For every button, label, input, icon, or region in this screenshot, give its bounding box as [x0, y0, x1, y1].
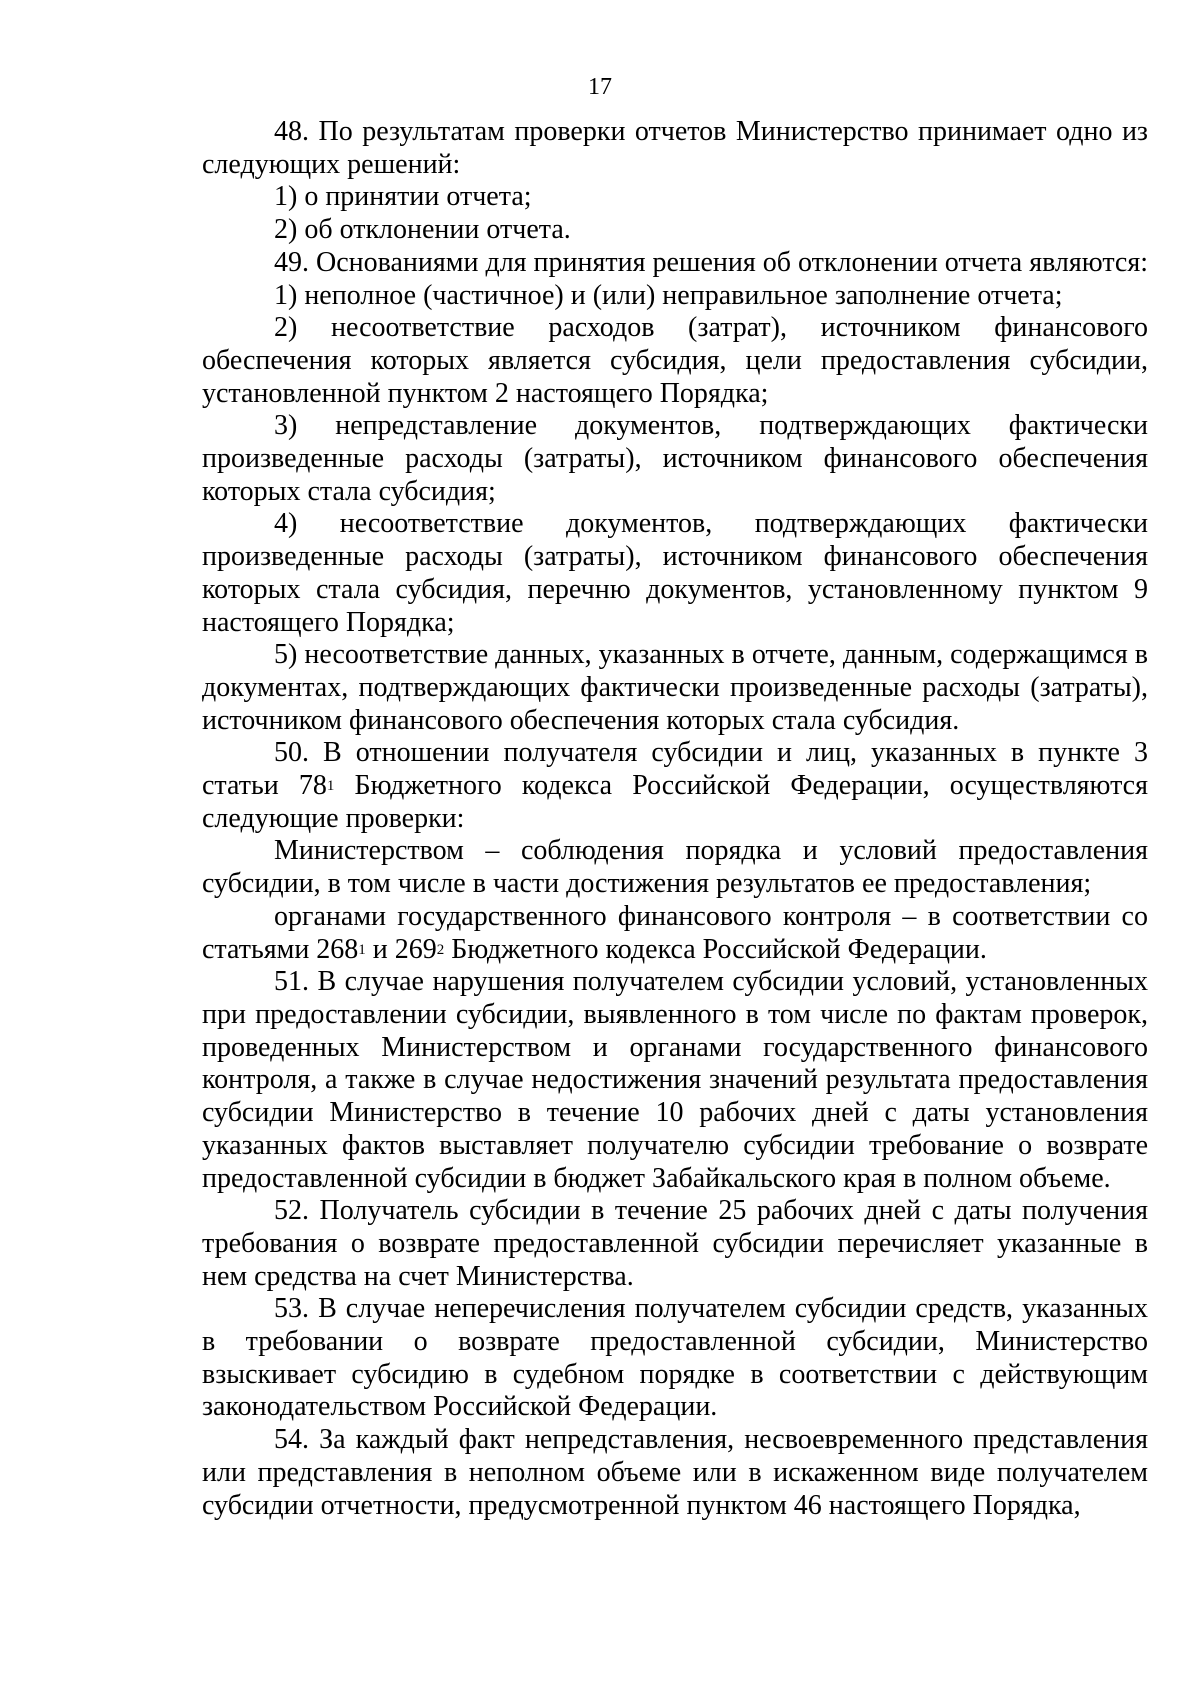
paragraph-49-item-5: 5) несоответствие данных, указанных в отчете, данным, содержащимся в документах, подтверждающих фактически произведенные расходы (затраты), источником финансового обеспечения которых стала субсидия.: [202, 639, 1148, 736]
paragraph-48-item-1: 1) о принятии отчета;: [274, 181, 532, 213]
paragraph-50-control-part-1: органами государственного финансового контроля – в соответствии со статьями 268: [202, 900, 1148, 965]
paragraph-50: [202, 737, 1148, 835]
paragraph-50-control: [202, 901, 1148, 966]
superscript: 1: [326, 778, 335, 795]
paragraph-49-item-2: 2) несоответствие расходов (затрат), источником финансового обеспечения которых является субсидия, цели предоставления субсидии, установленной пунктом 2 настоящего Порядка;: [202, 312, 1148, 409]
paragraph-53: 53. В случае неперечисления получателем субсидии средств, указанных в требовании о возврате предоставленной субсидии, Министерство взыскивает субсидию в судебном порядке в соответствии с действующим законодательством Российской Федерации.: [202, 1293, 1148, 1423]
paragraph-50-text-end: Бюджетного кодекса Российской Федерации, осуществляются следующие проверки:: [202, 770, 1148, 834]
paragraph-49-item-4: 4) несоответствие документов, подтверждающих фактически произведенные расходы (затраты), источником финансового обеспечения которых стала субсидия, перечню документов, установленному пунктом 9 настоящего Порядка;: [202, 508, 1148, 638]
paragraph-50-text-start: 50. В отношении получателя субсидии и лиц, указанных в пункте 3 статьи 78: [202, 737, 1148, 802]
superscript: 1: [358, 941, 366, 958]
paragraph-49-item-3: 3) непредставление документов, подтверждающих фактически произведенные расходы (затраты), источником финансового обеспечения которых стала субсидия;: [202, 410, 1148, 507]
paragraph-49-item-1: 1) неполное (частичное) и (или) неправильное заполнение отчета;: [274, 279, 1063, 311]
paragraph-49: 49. Основаниями для принятия решения об отклонении отчета являются:: [274, 246, 1148, 278]
paragraph-48-item-2: 2) об отклонении отчета.: [274, 214, 571, 246]
paragraph-48: 48. По результатам проверки отчетов Министерство принимает одно из следующих решений:: [202, 116, 1148, 180]
superscript: 2: [436, 941, 445, 958]
paragraph-50-control-part-3: Бюджетного кодекса Российской Федерации.: [444, 933, 987, 965]
paragraph-54: 54. За каждый факт непредставления, несвоевременного представления или представления в неполном объеме или в искаженном виде получателем субсидии отчетности, предусмотренной пунктом 46 настоящего Порядка,: [202, 1424, 1148, 1521]
paragraph-50-ministry: Министерством – соблюдения порядка и условий предоставления субсидии, в том числе в части достижения результатов ее предоставления;: [202, 835, 1148, 900]
document-body: [202, 116, 1148, 1522]
page-number: 17: [588, 74, 612, 100]
paragraph-51: 51. В случае нарушения получателем субсидии условий, установленных при предоставлении субсидии, выявленного в том числе по фактам проверок, проведенных Министерством и органами государственного финансового контроля, а также в случае недостижения значений результата предоставления субсидии Министерство в течение 10 рабочих дней с даты установления указанных фактов выставляет получателю субсидии требование о возврате предоставленной субсидии в бюджет Забайкальского края в полном объеме.: [202, 966, 1148, 1194]
paragraph-52: 52. Получатель субсидии в течение 25 рабочих дней с даты получения требования о возврате предоставленной субсидии перечисляет указанные в нем средства на счет Министерства.: [202, 1195, 1148, 1292]
paragraph-50-control-part-2: и 269: [365, 933, 437, 965]
